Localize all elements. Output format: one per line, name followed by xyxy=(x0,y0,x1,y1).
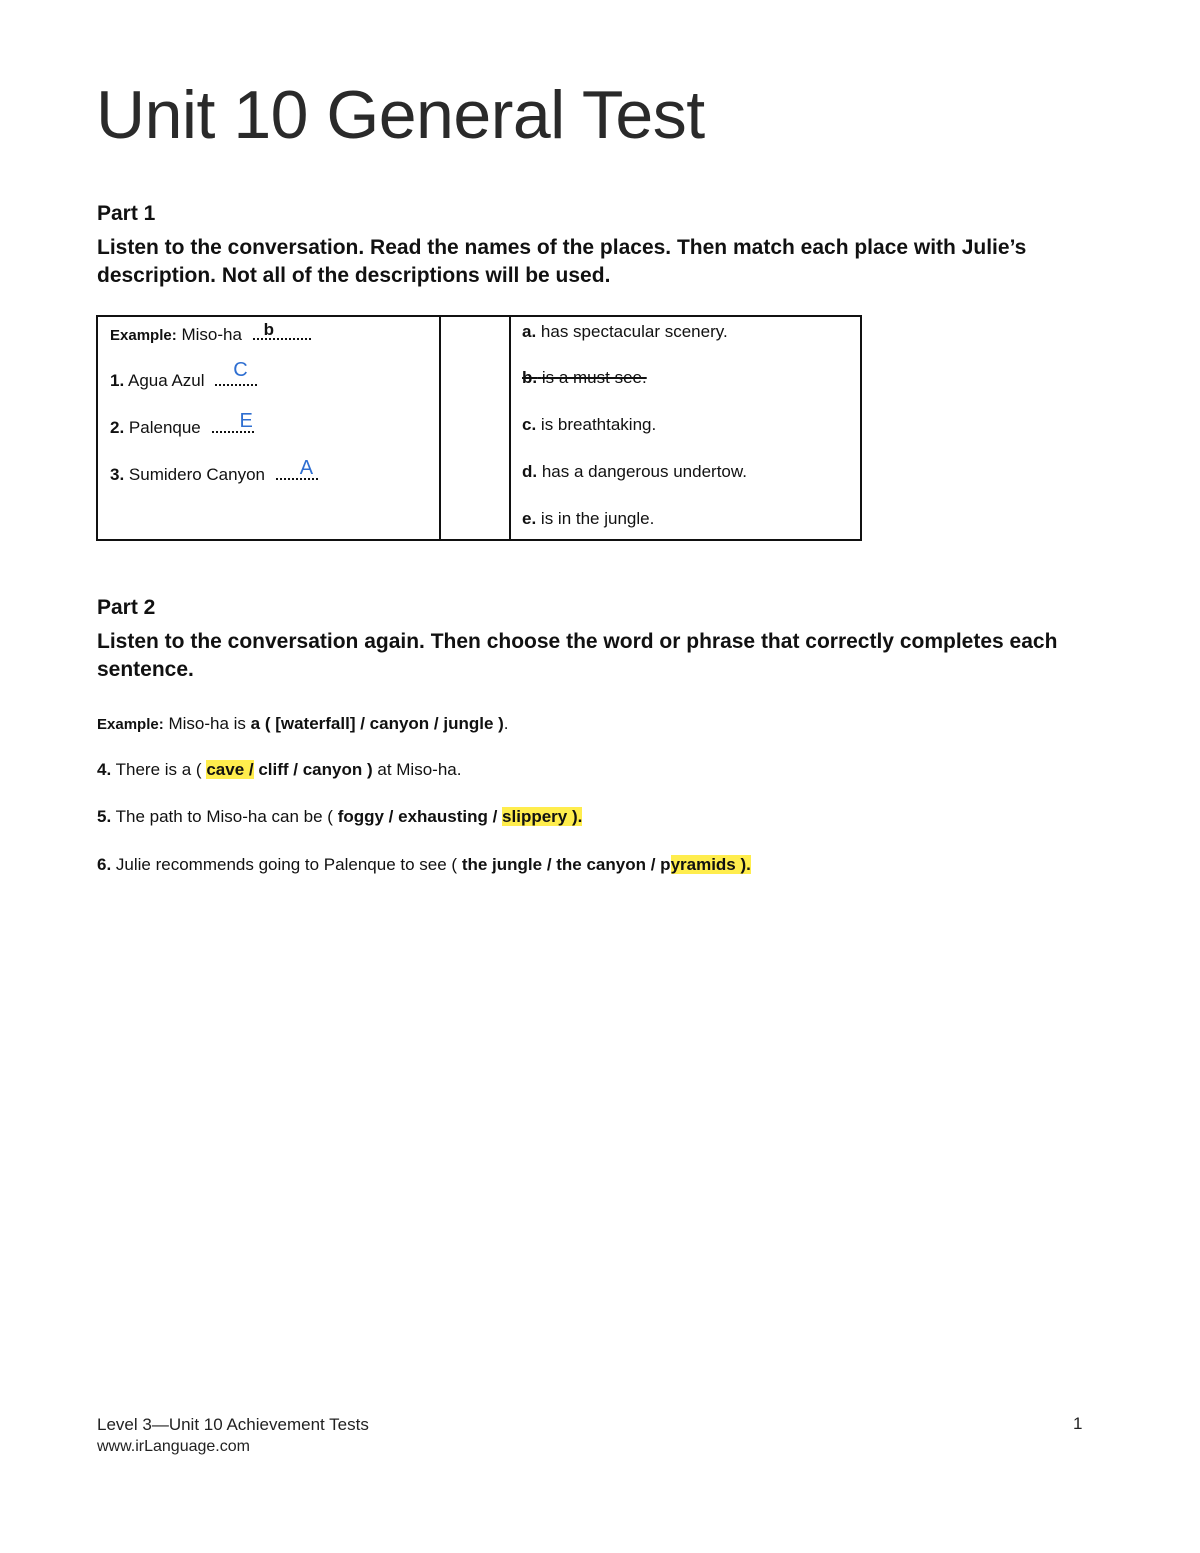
description-letter: d. xyxy=(522,462,538,481)
question-number: 5. xyxy=(97,807,112,826)
question-4 xyxy=(97,760,461,780)
handwritten-answer: C xyxy=(233,359,248,381)
table-divider xyxy=(509,317,511,539)
part1-instructions: Listen to the conversation. Read the names of the places. Then match each place with Julie’s description. Not all of the descriptions will be used. xyxy=(97,236,1027,287)
question-6 xyxy=(97,855,751,875)
example-row xyxy=(110,322,311,345)
description-row-b xyxy=(522,368,647,388)
page-title: Unit 10 General Test xyxy=(96,77,705,153)
description-row-e xyxy=(522,509,654,529)
example-label: Example: xyxy=(110,327,177,344)
example-label: Example: xyxy=(97,716,164,733)
place-row-2 xyxy=(110,410,254,438)
question-number: 6. xyxy=(97,855,112,874)
description-row-c xyxy=(522,415,656,435)
place-name: Agua Azul xyxy=(127,371,205,390)
description-text: has a dangerous undertow. xyxy=(541,462,747,481)
handwritten-answer: A xyxy=(299,457,314,479)
description-row-d xyxy=(522,462,747,482)
answer-blank[interactable] xyxy=(276,457,318,480)
description-letter: b. xyxy=(522,368,538,387)
question-text-end: at Miso-ha. xyxy=(377,760,462,779)
place-number: 1. xyxy=(110,371,125,390)
answer-blank[interactable] xyxy=(212,410,254,433)
example-answer-blank xyxy=(253,322,311,340)
answer-blank[interactable] xyxy=(215,359,257,386)
matching-table xyxy=(96,315,862,541)
description-text: has spectacular scenery. xyxy=(540,322,728,341)
description-row-a xyxy=(522,322,728,342)
question-options[interactable]: foggy / exhausting / xyxy=(337,807,498,826)
description-text: is in the jungle. xyxy=(540,509,655,528)
description-letter: e. xyxy=(522,509,537,528)
place-number: 2. xyxy=(110,418,125,437)
example-end: . xyxy=(503,714,509,733)
footer-series: Level 3—Unit 10 Achievement Tests xyxy=(97,1415,369,1434)
example-answer: b xyxy=(263,320,275,339)
highlighted-answer[interactable]: cave / xyxy=(206,760,254,779)
description-text: is breathtaking. xyxy=(540,415,657,434)
part2-example xyxy=(97,714,509,734)
question-text: The path to Miso-ha can be ( xyxy=(115,807,333,826)
description-letter: c. xyxy=(522,415,537,434)
table-divider xyxy=(439,317,441,539)
description-text: is a must see. xyxy=(541,368,647,387)
part2-instructions: Listen to the conversation again. Then choose the word or phrase that correctly completes each sentence. xyxy=(97,630,1058,681)
question-options[interactable]: cliff / canyon ) xyxy=(258,760,373,779)
place-name: Palenque xyxy=(128,418,201,437)
question-5 xyxy=(97,807,582,827)
question-options[interactable]: the jungle / the canyon / p xyxy=(461,855,671,874)
place-number: 3. xyxy=(110,465,125,484)
description-letter: a. xyxy=(522,322,537,341)
footer xyxy=(97,1414,369,1458)
highlighted-answer[interactable]: yramids ). xyxy=(670,855,751,874)
question-text: There is a ( xyxy=(115,760,202,779)
question-number: 4. xyxy=(97,760,112,779)
handwritten-answer: E xyxy=(239,410,253,432)
footer-website[interactable]: www.irLanguage.com xyxy=(97,1438,250,1455)
highlighted-answer[interactable]: slippery ). xyxy=(502,807,583,826)
part1-heading: Part 1 xyxy=(97,202,156,225)
part2-heading: Part 2 xyxy=(97,596,156,619)
place-row-3 xyxy=(110,457,318,485)
example-text: Miso-ha is xyxy=(168,714,246,733)
place-row-1 xyxy=(110,359,257,391)
question-text: Julie recommends going to Palenque to see ( xyxy=(115,855,458,874)
example-choices: a ( [waterfall] / canyon / jungle ) xyxy=(250,714,504,733)
place-name: Sumidero Canyon xyxy=(128,465,265,484)
example-place: Miso-ha xyxy=(181,325,242,344)
page-number: 1 xyxy=(1073,1414,1083,1433)
